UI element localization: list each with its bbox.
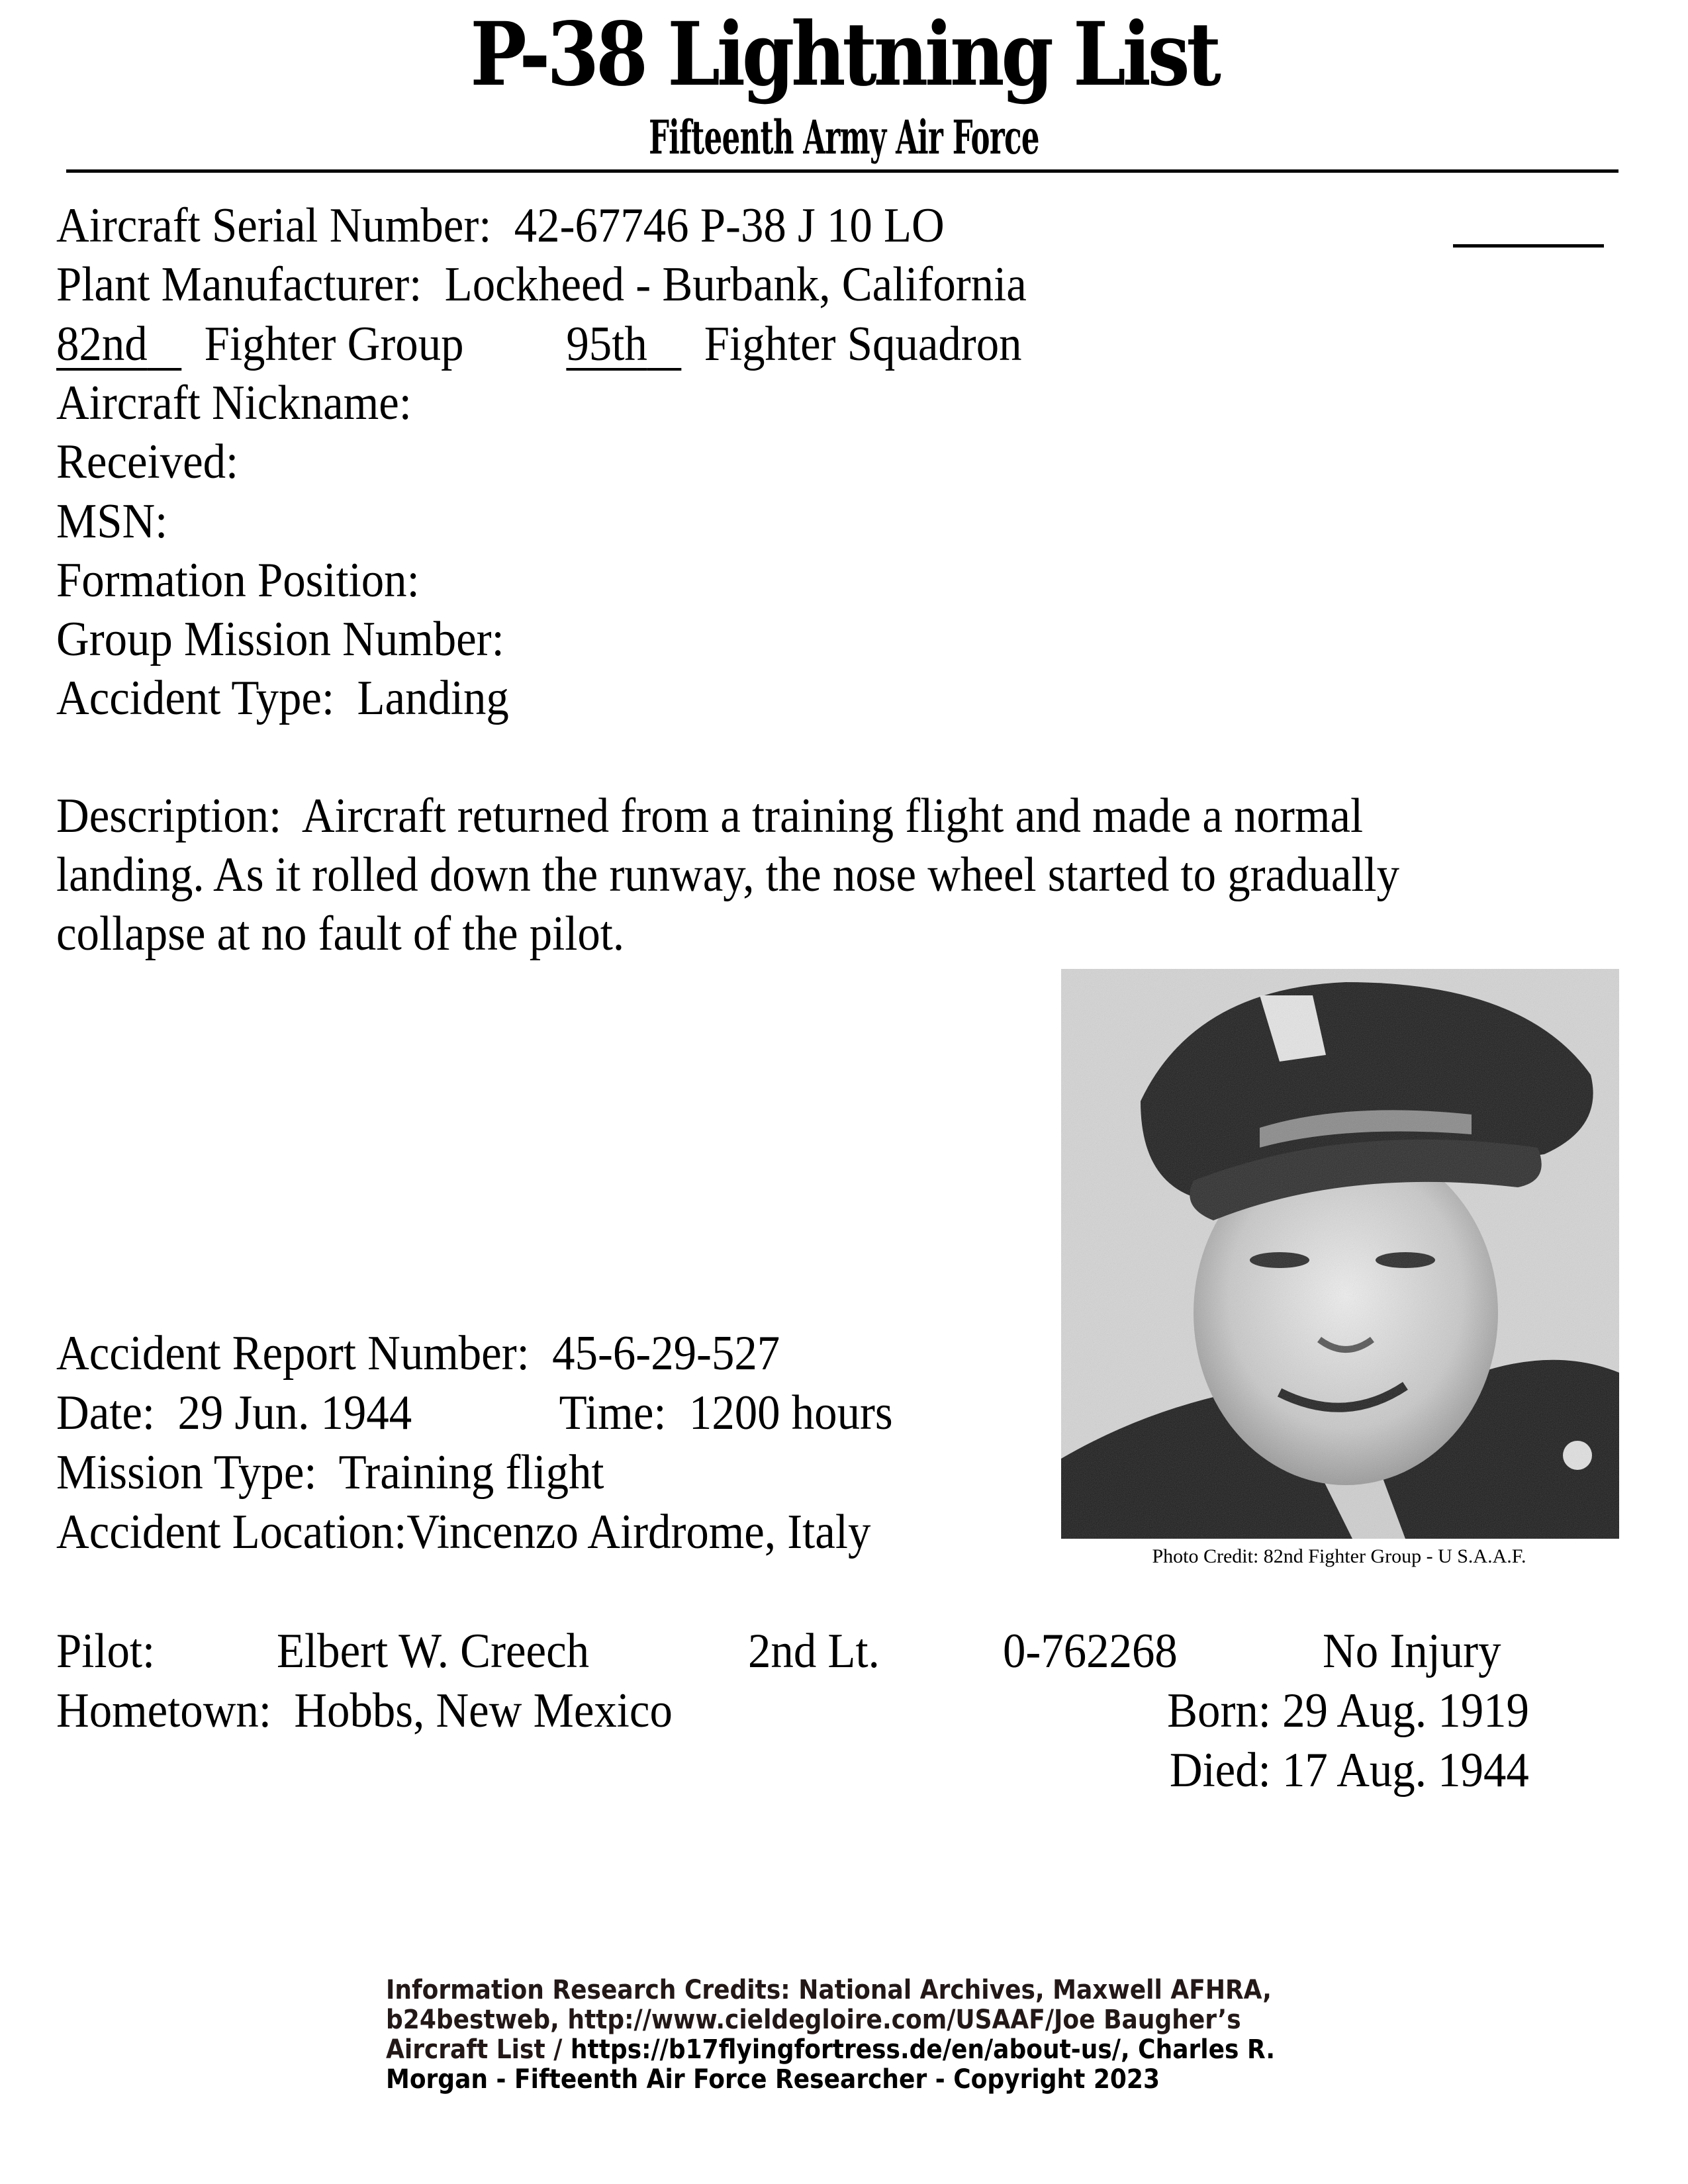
died-label: Died: xyxy=(1170,1743,1271,1797)
pilot-name: Elbert W. Creech xyxy=(277,1624,590,1678)
accident-type-row xyxy=(56,668,509,728)
description-line-2: landing. As it rolled down the runway, the nose wheel started to gradually xyxy=(56,848,1400,902)
description-line-1: Description: Aircraft returned from a training flight and made a normal xyxy=(56,789,1364,843)
time-value: 1200 hours xyxy=(688,1386,893,1440)
pilot-photo xyxy=(1061,969,1619,1539)
location-row xyxy=(56,1502,870,1562)
date-time-row xyxy=(56,1383,893,1443)
nickname-label: Aircraft Nickname: xyxy=(56,376,412,430)
credits-url: https://b17flyingfortress.de/en/about-us/, Charles R. xyxy=(570,2034,1276,2065)
manufacturer-row xyxy=(56,255,1027,314)
credits-line-4: Morgan - Fifteenth Air Force Researcher - Copyright 2023 xyxy=(386,2064,1160,2095)
credits-line-3: Aircraft List / https://b17flyingfortress.de/en/about-us/, Charles R. xyxy=(386,2034,1276,2065)
location-label: Accident Location: xyxy=(56,1505,407,1559)
mission-type-value: Training flight xyxy=(338,1445,604,1500)
description-line-3: collapse at no fault of the pilot. xyxy=(56,907,625,961)
accident-type-label: Accident Type: xyxy=(56,671,335,725)
report-number-row xyxy=(56,1324,780,1383)
report-number-label: Accident Report Number: xyxy=(56,1326,530,1381)
born-value: 29 Aug. 1919 xyxy=(1282,1684,1529,1738)
unit-row xyxy=(56,314,1022,374)
serial-blank-line xyxy=(1453,244,1604,248)
squadron-label: Fighter Squadron xyxy=(704,317,1022,371)
credits-line-2: b24bestweb, http://www.cieldegloire.com/USAAF/Joe Baugher’s xyxy=(386,2005,1241,2035)
location-value: Vincenzo Airdrome, Italy xyxy=(406,1505,871,1559)
time-label: Time: xyxy=(559,1386,667,1440)
group-number: 82nd xyxy=(56,317,148,371)
accident-type-value: Landing xyxy=(357,671,509,725)
hometown-label: Hometown: xyxy=(56,1684,271,1738)
msn-label: MSN: xyxy=(56,494,168,549)
manufacturer-value: Lockheed - Burbank, California xyxy=(444,257,1027,312)
research-credits xyxy=(386,1975,1276,2095)
pilot-rank: 2nd Lt. xyxy=(748,1624,880,1678)
died-value: 17 Aug. 1944 xyxy=(1282,1743,1529,1797)
photo-credit: Photo Credit: 82nd Fighter Group - U S.A.A.F. xyxy=(1152,1545,1526,1567)
died-row xyxy=(1170,1741,1529,1800)
born-row xyxy=(1167,1681,1529,1741)
mission-type-row xyxy=(56,1443,604,1502)
page-title: P-38 Lightning List xyxy=(470,3,1218,106)
pilot-service-number: 0-762268 xyxy=(1003,1624,1178,1678)
group-label: Fighter Group xyxy=(204,317,464,371)
date-value: 29 Jun. 1944 xyxy=(177,1386,412,1440)
description-label: Description: xyxy=(56,789,282,843)
manufacturer-label: Plant Manufacturer: xyxy=(56,257,422,312)
page-subtitle: Fifteenth Army Air Force xyxy=(649,110,1039,165)
hometown-row xyxy=(56,1681,673,1741)
pilot-status: No Injury xyxy=(1323,1624,1501,1678)
serial-label: Aircraft Serial Number: xyxy=(56,199,492,253)
formation-position-label: Formation Position: xyxy=(56,553,420,608)
header-divider xyxy=(66,169,1618,173)
serial-row xyxy=(56,196,945,255)
born-label: Born: xyxy=(1167,1684,1271,1738)
report-number-value: 45-6-29-527 xyxy=(552,1326,780,1381)
squadron-number: 95th xyxy=(566,317,647,371)
received-label: Received: xyxy=(56,435,239,489)
hometown-value: Hobbs, New Mexico xyxy=(294,1684,673,1738)
group-mission-label: Group Mission Number: xyxy=(56,612,504,666)
serial-value: 42-67746 P-38 J 10 LO xyxy=(514,199,945,253)
mission-type-label: Mission Type: xyxy=(56,1445,317,1500)
pilot-label: Pilot: xyxy=(56,1624,156,1678)
credits-line-1: Information Research Credits: National Archives, Maxwell AFHRA, xyxy=(386,1975,1272,2005)
date-label: Date: xyxy=(56,1386,156,1440)
pilot-portrait-image xyxy=(1061,969,1619,1539)
